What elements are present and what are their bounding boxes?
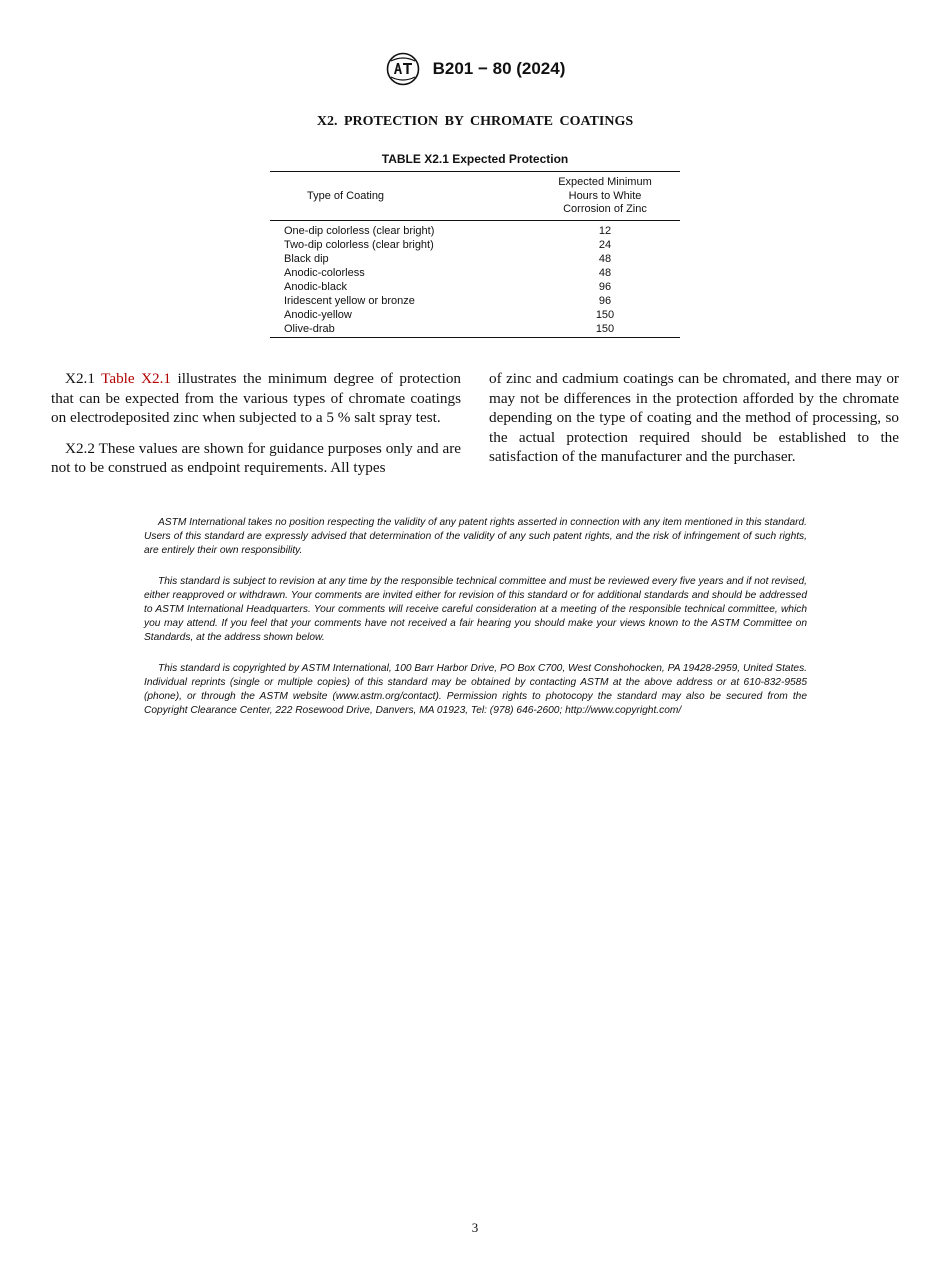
legal-notices bbox=[144, 516, 807, 736]
copyright-notice: This standard is copyrighted by ASTM International, 100 Barr Harbor Drive, PO Box C700, West Conshohocken, PA 19428-2959, United States. Individual reprints (single or multiple copies) of this standard may be obtained by contacting ASTM at the above address or at 610-832-9585 (phone), or through the ASTM website (www.astm.org/contact). Permission rights to photocopy the standard may also be secured from the Copyright Clearance Center, 222 Rosewood Drive, Danvers, MA 01923, Tel: (978) 646-2600; http://www.copyright.com/ bbox=[144, 663, 807, 716]
paragraph-number: X2.1 bbox=[65, 370, 95, 387]
table-row bbox=[270, 322, 680, 338]
patent-notice: ASTM International takes no position respecting the validity of any patent rights asserted in connection with any item mentioned in this standard. Users of this standard are expressly advised that determination of the validity of any such patent rights, and the risk of infringement of such rights, are entirely their own responsibility. bbox=[144, 517, 807, 556]
section-title: X2. PROTECTION BY CHROMATE COATINGS bbox=[316, 114, 634, 129]
expected-protection-table bbox=[270, 171, 680, 338]
column-header-hours-line: Expected Minimum bbox=[558, 176, 652, 188]
revision-notice: This standard is subject to revision at any time by the responsible technical committee and must be reviewed every five years and if not revised, either reapproved or withdrawn. Your comments are invited either for revision of this standard or for additional standards and should be addressed to ASTM International Headquarters. Your comments will receive careful consideration at a meeting of the responsible technical committee, which you may attend. If you feel that your comments have not received a fair hearing you should make your views known to the ASTM Committee on Standards, at the address shown below. bbox=[144, 576, 807, 643]
table-row bbox=[270, 294, 680, 308]
page-header bbox=[0, 52, 950, 86]
table-row bbox=[270, 280, 680, 294]
table-caption: TABLE X2.1 Expected Protection bbox=[381, 152, 569, 166]
page-number: 3 bbox=[471, 1220, 479, 1235]
coating-type-cell: Anodic-yellow bbox=[284, 308, 352, 321]
coating-type-cell: Two-dip colorless (clear bright) bbox=[284, 238, 434, 251]
coating-type-cell: Iridescent yellow or bronze bbox=[284, 294, 415, 307]
coating-type-cell: One-dip colorless (clear bright) bbox=[284, 224, 435, 237]
paragraph-x2-2-continued: of zinc and cadmium coatings can be chromated, and there may or may not be differences in the protection afforded by the chromate depending on the type of coating and the method of processing, so the actual protection required should be established to the satisfaction of the manufacturer and the purchaser. bbox=[489, 370, 899, 465]
hours-cell: 150 bbox=[595, 322, 615, 335]
body-column-right bbox=[489, 369, 899, 478]
table-x2-1-link[interactable]: Table X2.1 bbox=[101, 370, 172, 387]
hours-cell: 96 bbox=[598, 280, 612, 293]
column-header-hours bbox=[530, 172, 680, 221]
paragraph-text: illustrates the minimum degree of protection that can be expected from the various types of chromate coatings on electrodeposited zinc when subjected to a 5 % salt spray test. bbox=[51, 370, 462, 426]
hours-cell: 96 bbox=[598, 294, 612, 307]
table-header-row bbox=[270, 172, 680, 221]
table-row bbox=[270, 308, 680, 322]
hours-cell: 48 bbox=[598, 252, 612, 265]
column-header-type: Type of Coating bbox=[307, 189, 385, 202]
paragraph-x2-1 bbox=[51, 369, 461, 428]
table-row bbox=[270, 238, 680, 252]
coating-type-cell: Black dip bbox=[284, 252, 329, 265]
hours-cell: 48 bbox=[598, 266, 612, 279]
paragraph-x2-2 bbox=[51, 439, 461, 478]
coating-type-cell: Olive-drab bbox=[284, 322, 335, 335]
coating-type-cell: Anodic-colorless bbox=[284, 266, 365, 279]
column-header-hours-line: Corrosion of Zinc bbox=[563, 203, 647, 215]
document-designation: B201 − 80 (2024) bbox=[432, 59, 566, 78]
hours-cell: 12 bbox=[598, 224, 612, 237]
column-header-hours-line: Hours to White bbox=[568, 189, 642, 202]
hours-cell: 150 bbox=[595, 308, 615, 321]
table-row bbox=[270, 266, 680, 280]
paragraph-text: These values are shown for guidance purposes only and are not to be construed as endpoint requirements. All types bbox=[51, 439, 461, 476]
hours-cell: 24 bbox=[598, 238, 612, 251]
table-row bbox=[270, 252, 680, 266]
astm-logo-icon bbox=[385, 52, 421, 86]
table-row bbox=[270, 220, 680, 238]
coating-type-cell: Anodic-black bbox=[284, 280, 347, 293]
paragraph-number: X2.2 bbox=[65, 439, 95, 457]
body-column-left bbox=[51, 369, 461, 489]
